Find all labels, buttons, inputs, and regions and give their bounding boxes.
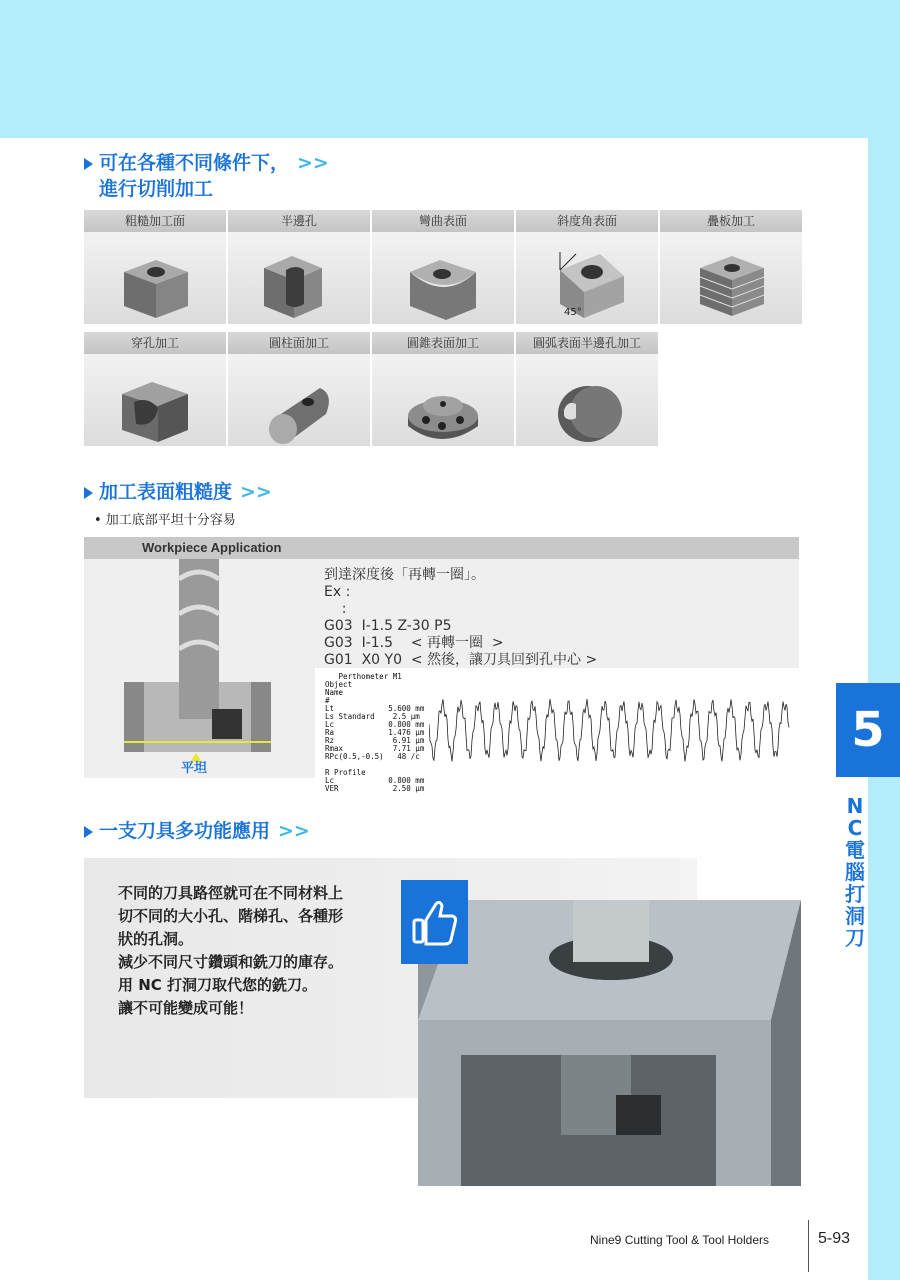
condition-label: 圓弧表面半邊孔加工: [516, 332, 658, 354]
code-line: G03 I-1.5 Z-30 P5: [324, 618, 452, 634]
section-title-text: 一支刀具多功能應用: [99, 820, 271, 842]
condition-label: 疊板加工: [660, 210, 802, 232]
gcode-example: [324, 567, 597, 669]
angled-block-icon: [516, 232, 658, 324]
body-line: 讓不可能變成可能！: [118, 999, 254, 1017]
cylinder-icon: [228, 354, 370, 446]
body-line: 狀的孔洞。: [118, 930, 194, 948]
curved-surface-block-icon: [372, 232, 514, 324]
body-line: 切不同的大小孔、階梯孔、各種形: [118, 907, 344, 925]
condition-label: 圓柱面加工: [228, 332, 370, 354]
condition-cell: [660, 210, 802, 324]
section-title-roughness: [84, 479, 272, 505]
code-line: G03 I-1.5 < 再轉一圈 >: [324, 635, 504, 651]
footer-brand: Nine9 Cutting Tool & Tool Holders: [590, 1233, 769, 1247]
flat-label: 平坦: [181, 761, 208, 776]
header-band: [0, 0, 900, 138]
triangle-bullet-icon: [84, 826, 93, 838]
half-hole-block-icon: [228, 232, 370, 324]
body-line: 用 NC 打洞刀取代您的銑刀。: [118, 976, 318, 994]
cross-hole-block-icon: [84, 354, 226, 446]
thumbs-up-badge: [401, 880, 468, 964]
chapter-number: 5: [851, 702, 885, 758]
footer-divider: [808, 1220, 809, 1272]
code-line: 到達深度後「再轉一圈」。: [324, 567, 485, 583]
tool-in-hole-icon: [84, 559, 314, 778]
condition-cell: [84, 332, 226, 446]
roughness-graph: [315, 668, 799, 793]
page-number: 5-93: [818, 1230, 851, 1247]
condition-label: 穿孔加工: [84, 332, 226, 354]
condition-cell: [516, 332, 658, 446]
code-line: Ex :: [324, 584, 351, 600]
triangle-bullet-icon: [84, 158, 93, 170]
condition-label: 粗糙加工面: [84, 210, 226, 232]
section-title-conditions: [84, 150, 329, 202]
section-title-text: 可在各種不同條件下，: [99, 152, 290, 174]
arc-half-hole-icon: [516, 354, 658, 446]
condition-cell: [516, 210, 658, 324]
chapter-tab: [836, 683, 900, 777]
stacked-plates-icon: [660, 232, 802, 324]
arrows-icon: >>: [278, 820, 310, 842]
body-line: 減少不同尺寸鑽頭和銑刀的庫存。: [118, 953, 344, 971]
panel-header: Workpiece Application: [84, 537, 799, 559]
arrows-icon: >>: [297, 152, 329, 174]
thumbs-up-icon: [401, 880, 468, 964]
roughness-profile-trace: [429, 674, 799, 774]
body-line: 不同的刀具路徑就可在不同材料上: [118, 884, 344, 902]
condition-cell: [84, 210, 226, 324]
condition-cell: [228, 332, 370, 446]
chapter-label: NC電腦打洞刀: [845, 794, 865, 950]
section-title-text-2: 進行切削加工: [99, 178, 214, 200]
condition-label: 半邊孔: [228, 210, 370, 232]
condition-cell: [372, 332, 514, 446]
rough-cube-icon: [84, 232, 226, 324]
workpiece-panel: [84, 537, 799, 793]
condition-label: 斜度角表面: [516, 210, 658, 232]
condition-cell: [372, 210, 514, 324]
application-text: [118, 882, 343, 1020]
angle-annotation: 45°: [564, 307, 582, 318]
arrows-icon: >>: [240, 481, 272, 503]
code-line: G01 X0 Y0 < 然後，讓刀具回到孔中心 >: [324, 652, 598, 668]
cone-holes-icon: [372, 354, 514, 446]
code-line: :: [324, 601, 347, 617]
perthometer-readout: Perthometer M1 Object Name # Lt 5.600 mm Ls Standard 2.5 µm Lc 0.800 mm Ra 1.476 µm Rz 6.91 µm Rmax 7.71 µm RPc(0.5,-0.5) 48 /c R Profile Lc 0.800 mm VER 2.50 µm: [325, 672, 425, 793]
section-title-multifunction: [84, 818, 310, 844]
condition-label: 彎曲表面: [372, 210, 514, 232]
triangle-bullet-icon: [84, 487, 93, 499]
condition-label: 圓錐表面加工: [372, 332, 514, 354]
condition-cell: [228, 210, 370, 324]
section-title-text: 加工表面粗糙度: [99, 481, 233, 503]
bullet-text: • 加工底部平坦十分容易: [94, 513, 236, 528]
